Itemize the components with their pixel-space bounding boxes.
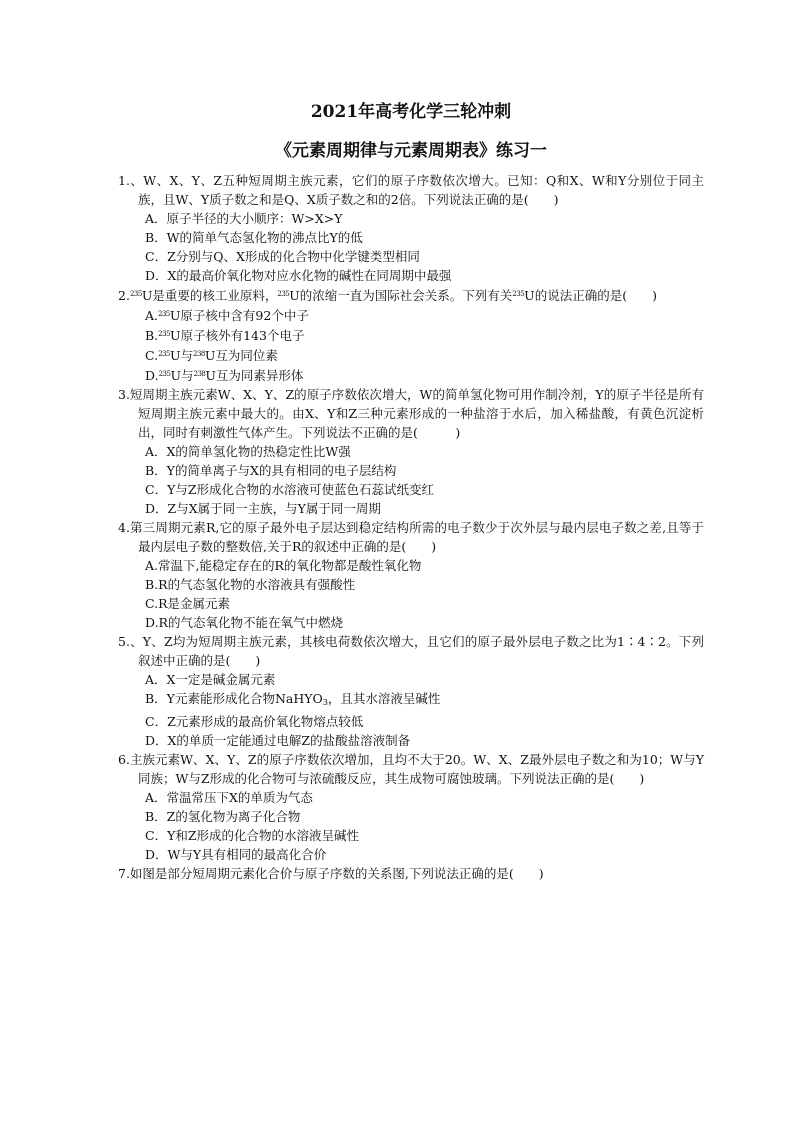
option-c: C.R是金属元素 [145,596,231,611]
question-stem: 4.第三周期元素R,它的原子最外电子层达到稳定结构所需的电子数少于次外层与最内层电子数之差,且等于最内层电子数的整数倍,关于R的叙述中正确的是( ) [118,520,704,554]
question-7 [118,864,704,883]
option-a: A．原子半径的大小顺序：W>X>Y [145,211,343,226]
question-stem: 5.、Y、Z均为短周期主族元素，其核电荷数依次增大，且它们的原子最外层电子数之比为1∶4∶2。下列叙述中正确的是( ) [118,634,704,668]
document-page [118,100,704,883]
page-subtitle: 《元素周期律与元素周期表》练习一 [275,141,547,161]
option-a: A．X一定是碱金属元素 [145,672,276,687]
option-c: C.$^{235}$U与$^{238}$U互为同位素 [145,348,278,363]
option-a: A．常温常压下X的单质为气态 [145,790,313,805]
option-b: B．Y元素能形成化合物NaHYO$_3$，且其水溶液呈碱性 [145,691,441,707]
page-title: 2021年高考化学三轮冲刺 [310,102,512,122]
question-2 [118,285,704,385]
question-stem: 1.、W、X、Y、Z五种短周期主族元素，它们的原子序数依次增大。已知：Q和X、W和Y分别位于同主族，且W、Y质子数之和是Q、X质子数之和的2倍。下列说法正确的是( ) [118,173,704,207]
question-4 [118,518,704,632]
option-b: B．Z的氢化物为离子化合物 [145,809,301,824]
question-6 [118,750,704,864]
option-b: B.$^{235}$U原子核外有143个电子 [145,328,305,343]
question-stem: 7.如图是部分短周期元素化合价与原子序数的关系图,下列说法正确的是( ) [118,866,544,881]
option-c: C．Y与Z形成化合物的水溶液可使蓝色石蕊试纸变红 [145,482,435,497]
option-d: D．X的单质一定能通过电解Z的盐酸盐溶液制备 [145,733,411,748]
question-5 [118,632,704,750]
option-d: D．Z与X属于同一主族，与Y属于同一周期 [145,501,381,516]
question-stem: 3.短周期主族元素W、X、Y、Z的原子序数依次增大，W的简单氢化物可用作制冷剂，Y的原子半径是所有短周期主族元素中最大的。由X、Y和Z三种元素形成的一种盐溶于水后，加入稀盐酸，有黄色沉淀析出，同时有刺激性气体产生。下列说法不正确的是( ) [118,387,704,440]
option-d: D.$^{235}$U与$^{238}$U互为同素异形体 [145,368,304,383]
question-3 [118,385,704,518]
option-d: D.R的气态氧化物不能在氧气中燃烧 [145,615,343,630]
option-b: B．W的简单气态氢化物的沸点比Y的低 [145,230,363,245]
question-stem: 2.$^{235}$U是重要的核工业原料，$^{235}$U的浓缩一直为国际社会关系。下列有关$^{235}$U的说法正确的是( ) [118,288,657,303]
option-c: C．Z元素形成的最高价氧化物熔点较低 [145,714,364,729]
option-d: D．W与Y具有相同的最高化合价 [145,847,327,862]
option-c: C．Y和Z形成的化合物的水溶液呈碱性 [145,828,360,843]
option-a: A.常温下,能稳定存在的R的氧化物都是酸性氧化物 [145,558,422,573]
question-1 [118,171,704,285]
option-b: B．Y的简单离子与X的具有相同的电子层结构 [145,463,397,478]
option-c: C．Z分别与Q、X形成的化合物中化学键类型相同 [145,249,420,264]
question-stem: 6.主族元素W、X、Y、Z的原子序数依次增加，且均不大于20。W、X、Z最外层电子数之和为10；W与Y同族；W与Z形成的化合物可与浓硫酸反应，其生成物可腐蚀玻璃。下列说法正确的是( ) [118,752,704,786]
option-a: A.$^{235}$U原子核中含有92个中子 [145,308,309,323]
option-d: D．X的最高价氧化物对应水化物的碱性在同周期中最强 [145,268,452,283]
option-b: B.R的气态氢化物的水溶液具有强酸性 [145,577,356,592]
option-a: A．X的简单氢化物的热稳定性比W强 [145,444,351,459]
